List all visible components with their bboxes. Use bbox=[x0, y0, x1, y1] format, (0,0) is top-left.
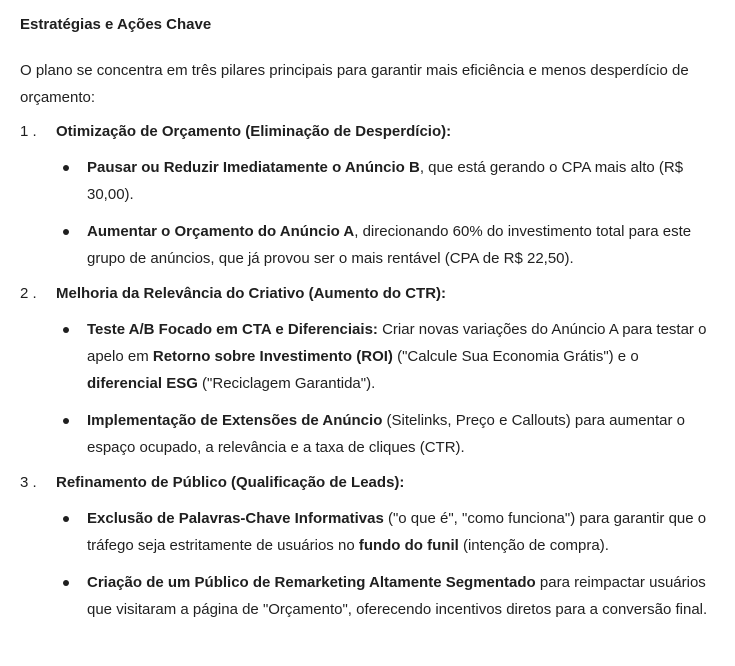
numbered-section-2 bbox=[20, 282, 717, 461]
item-text: para reimpactar usuários que visitaram a página de "Orçamento", oferecendo incentivos diretos para a conversão final. bbox=[87, 574, 708, 618]
item-text: ("o que é", "como funciona") para garantir que o tráfego seja estritamente de usuários no bbox=[87, 510, 707, 554]
bold-text: Aumentar o Orçamento do Anúncio A bbox=[87, 223, 355, 240]
list-item bbox=[20, 218, 717, 272]
bold-text: Criação de um Público de Remarketing Altamente Segmentado bbox=[87, 574, 536, 591]
section-heading: Estratégias e Ações Chave bbox=[20, 16, 212, 33]
bold-text: Exclusão de Palavras-Chave Informativas bbox=[87, 510, 384, 527]
item-text: Criar novas variações do Anúncio A para testar o apelo em bbox=[87, 321, 707, 365]
intro-paragraph: O plano se concentra em três pilares principais para garantir mais eficiência e menos desperdício de orçamento: bbox=[20, 62, 689, 106]
bold-text: Retorno sobre Investimento (ROI) bbox=[152, 348, 393, 365]
bold-text: fundo do funil bbox=[358, 537, 459, 554]
bullet-icon bbox=[20, 218, 87, 272]
numbered-section-1 bbox=[20, 120, 717, 272]
list-item bbox=[20, 505, 717, 559]
bullet-icon bbox=[20, 505, 87, 559]
list-item bbox=[20, 407, 717, 461]
item-text: (intenção de compra). bbox=[458, 537, 609, 554]
list-item bbox=[20, 316, 717, 397]
bullet-icon bbox=[20, 569, 87, 623]
bullet-icon bbox=[20, 316, 87, 397]
numbered-section-3 bbox=[20, 471, 717, 623]
item-text: , direcionando 60% do investimento total para este grupo de anúncios, que já provou ser o mais rentável (CPA de R$ 22,50). bbox=[87, 223, 692, 267]
section-title: Refinamento de Público (Qualificação de Leads): bbox=[56, 474, 405, 491]
list-item bbox=[20, 569, 717, 623]
bullet-icon bbox=[20, 407, 87, 461]
section-number: 3 . bbox=[20, 474, 37, 491]
bullet-list bbox=[20, 154, 717, 272]
section-number: 1 . bbox=[20, 123, 37, 140]
section-title: Otimização de Orçamento (Eliminação de Desperdício): bbox=[56, 123, 452, 140]
bold-text: Pausar ou Reduzir Imediatamente o Anúncio B bbox=[87, 159, 420, 176]
item-text: ("Calcule Sua Economia Grátis") e o bbox=[392, 348, 639, 365]
bullet-list bbox=[20, 316, 717, 461]
item-text: , que está gerando o CPA mais alto (R$ 30,00). bbox=[87, 159, 684, 203]
item-text: (Sitelinks, Preço e Callouts) para aumentar o espaço ocupado, a relevância e a taxa de cliques (CTR). bbox=[87, 412, 685, 456]
bold-text: diferencial ESG bbox=[87, 375, 198, 392]
bullet-icon bbox=[20, 154, 87, 208]
item-text: ("Reciclagem Garantida"). bbox=[197, 375, 376, 392]
section-title: Melhoria da Relevância do Criativo (Aumento do CTR): bbox=[56, 285, 447, 302]
bold-text: Teste A/B Focado em CTA e Diferenciais: bbox=[87, 321, 378, 338]
list-item bbox=[20, 154, 717, 208]
bold-text: Implementação de Extensões de Anúncio bbox=[87, 412, 383, 429]
section-number: 2 . bbox=[20, 285, 37, 302]
bullet-list bbox=[20, 505, 717, 623]
